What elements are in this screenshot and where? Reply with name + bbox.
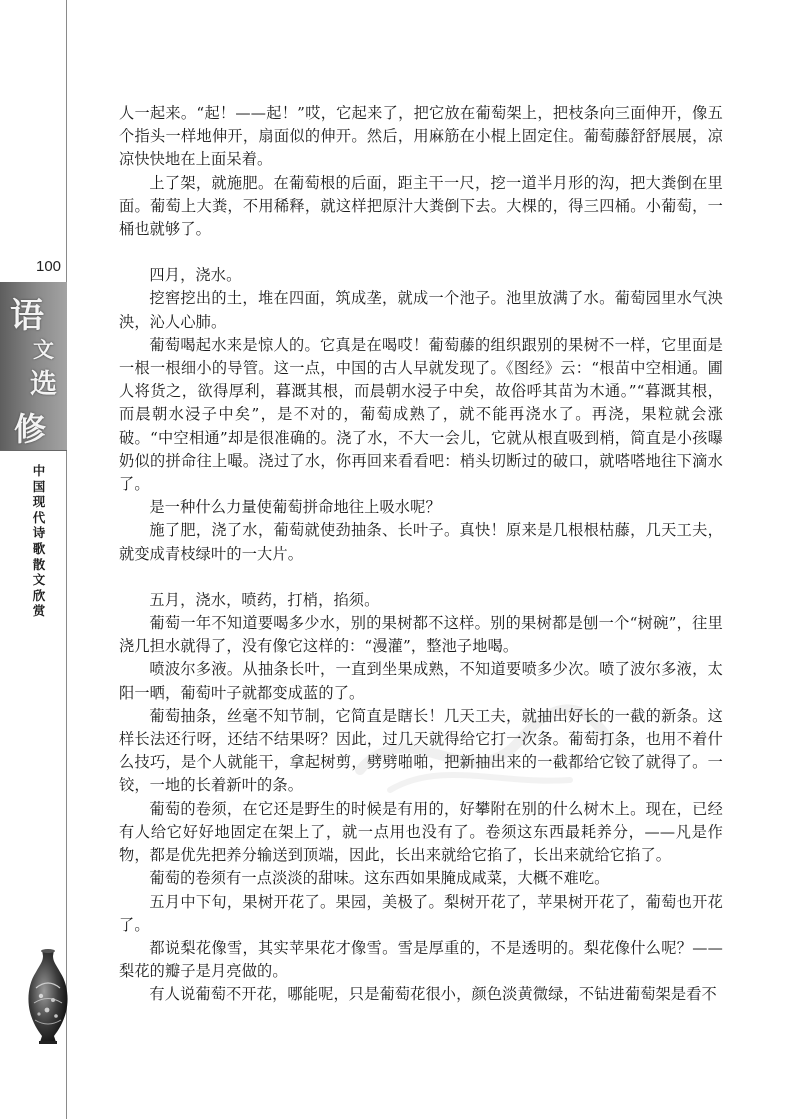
section-tab (0, 282, 67, 451)
book-title-char: 歌 (32, 540, 46, 556)
paragraph: 五月，浇水，喷药，打梢，掐须。 (149, 590, 380, 609)
paragraph: 喷波尔多液。从抽条长叶，一直到坐果成熟，不知道要喷多少次。喷了波尔多液，太阳一晒，葡萄叶子就都变成蓝的了。 (119, 660, 723, 702)
book-title-char: 诗 (32, 525, 46, 541)
paragraph: 葡萄喝起水来是惊人的。它真是在喝哎！葡萄藤的组织跟别的果树不一样，它里面是一根一根细小的导管。这一点，中国的古人早就发现了。《图经》云：“根苗中空相通。圃人将货之，欲得厚利，暮溉其根，而晨朝水浸子中矣，故俗呼其苗为木通。”“暮溉其根，而晨朝水浸子中矣”，是不对的，葡萄成熟了，就不能再浇水了。再浇，果粒就会涨破。“中空相通”却是很准确的。浇了水，不大一会儿，它就从根直吸到梢，简直是小孩曝奶似的拼命往上嘬。浇过了水，你再回来看看吧：梢头切断过的破口，就嗒嗒地往下滴水了。 (119, 335, 723, 494)
book-title-char: 赏 (32, 603, 46, 619)
paragraph: 上了架，就施肥。在葡萄根的后面，距主干一尺，挖一道半月形的沟，把大粪倒在里面。葡萄上大粪，不用稀释，就这样把原汁大粪倒下去。大棵的，得三四桶。小葡萄，一桶也就够了。 (119, 173, 723, 239)
paragraph: 是一种什么力量使葡萄拼命地往上吸水呢？ (149, 498, 441, 517)
book-title-char: 散 (32, 556, 46, 572)
paragraph: 葡萄一年不知道要喝多少水，别的果树都不这样。别的果树都是刨一个“树碗”，往里浇几担水就得了，没有像它这样的：“漫灌”，整池子地喝。 (119, 614, 723, 656)
paragraph: 四月，浇水。 (149, 266, 242, 285)
paragraph: 葡萄抽条，丝毫不知节制，它简直是瞎长！几天工夫，就抽出好长的一截的新条。这样长法还行呀，还结不结果呀？因此，过几天就得给它打一次条。葡萄打条，也用不着什么技巧，是个人就能干，拿起树剪，劈劈啪啪，把新抽出来的一截都给它铰了就得了。一铰，一地的长着新叶的条。 (119, 706, 723, 795)
tab-char-xiu: 修 (14, 410, 47, 448)
paragraph: 葡萄的卷须有一点淡淡的甜味。这东西如果腌成咸菜，大概不难吃。 (149, 869, 610, 888)
tab-char-yu: 语 (10, 296, 44, 336)
tab-char-xuan: 选 (30, 369, 57, 400)
paragraph: 挖窖挖出的土，堆在四面，筑成垄，就成一个池子。池里放满了水。葡萄园里水气泱泱，沁人心肺。 (119, 289, 723, 331)
book-title-char: 中 (32, 463, 46, 478)
book-title-char: 欣 (32, 587, 46, 603)
book-title-char: 文 (32, 572, 46, 588)
paragraph: 葡萄的卷须，在它还是野生的时候是有用的，好攀附在别的什么树木上。现在，已经有人给它好好地固定在架上了，就一点用也没有了。卷须这东西最耗养分，——凡是作物，都是优先把养分输送到顶端，因此，长出来就给它掐了，长出来就给它掐了。 (119, 799, 723, 865)
book-title-char: 代 (32, 509, 46, 525)
book-title-char: 现 (32, 494, 46, 510)
paragraph: 施了肥，浇了水，葡萄就使劲抽条、长叶子。真快！原来是几根根枯藤，几天工夫，就变成青枝绿叶的一大片。 (119, 521, 723, 563)
book-title-char: 国 (32, 478, 46, 494)
section-gap (119, 241, 723, 264)
section-gap (119, 566, 723, 589)
paragraph: 人一起来。“起！——起！”哎，它起来了，把它放在葡萄架上，把枝条向三面伸开，像五个指头一样地伸开，扇面似的伸开。然后，用麻筋在小棍上固定住。葡萄藤舒舒展展，凉凉快快地在上面呆着。 (119, 104, 723, 169)
paragraph: 都说梨花像雪，其实苹果花才像雪。雪是厚重的，不是透明的。梨花像什么呢？——梨花的瓣子是月亮做的。 (119, 938, 723, 981)
article-body (119, 102, 723, 1007)
vase-icon (26, 948, 70, 1046)
paragraph: 有人说葡萄不开花，哪能呢，只是葡萄花很小，颜色淡黄微绿，不钻进葡萄架是看不 (149, 985, 717, 1004)
page-number: 100 (36, 258, 62, 275)
paragraph: 五月中下旬，果树开花了。果园，美极了。梨树开花了，苹果树开花了，葡萄也开花了。 (119, 892, 723, 934)
book-title-vertical (27, 463, 51, 619)
tab-char-wen: 文 (33, 337, 54, 362)
